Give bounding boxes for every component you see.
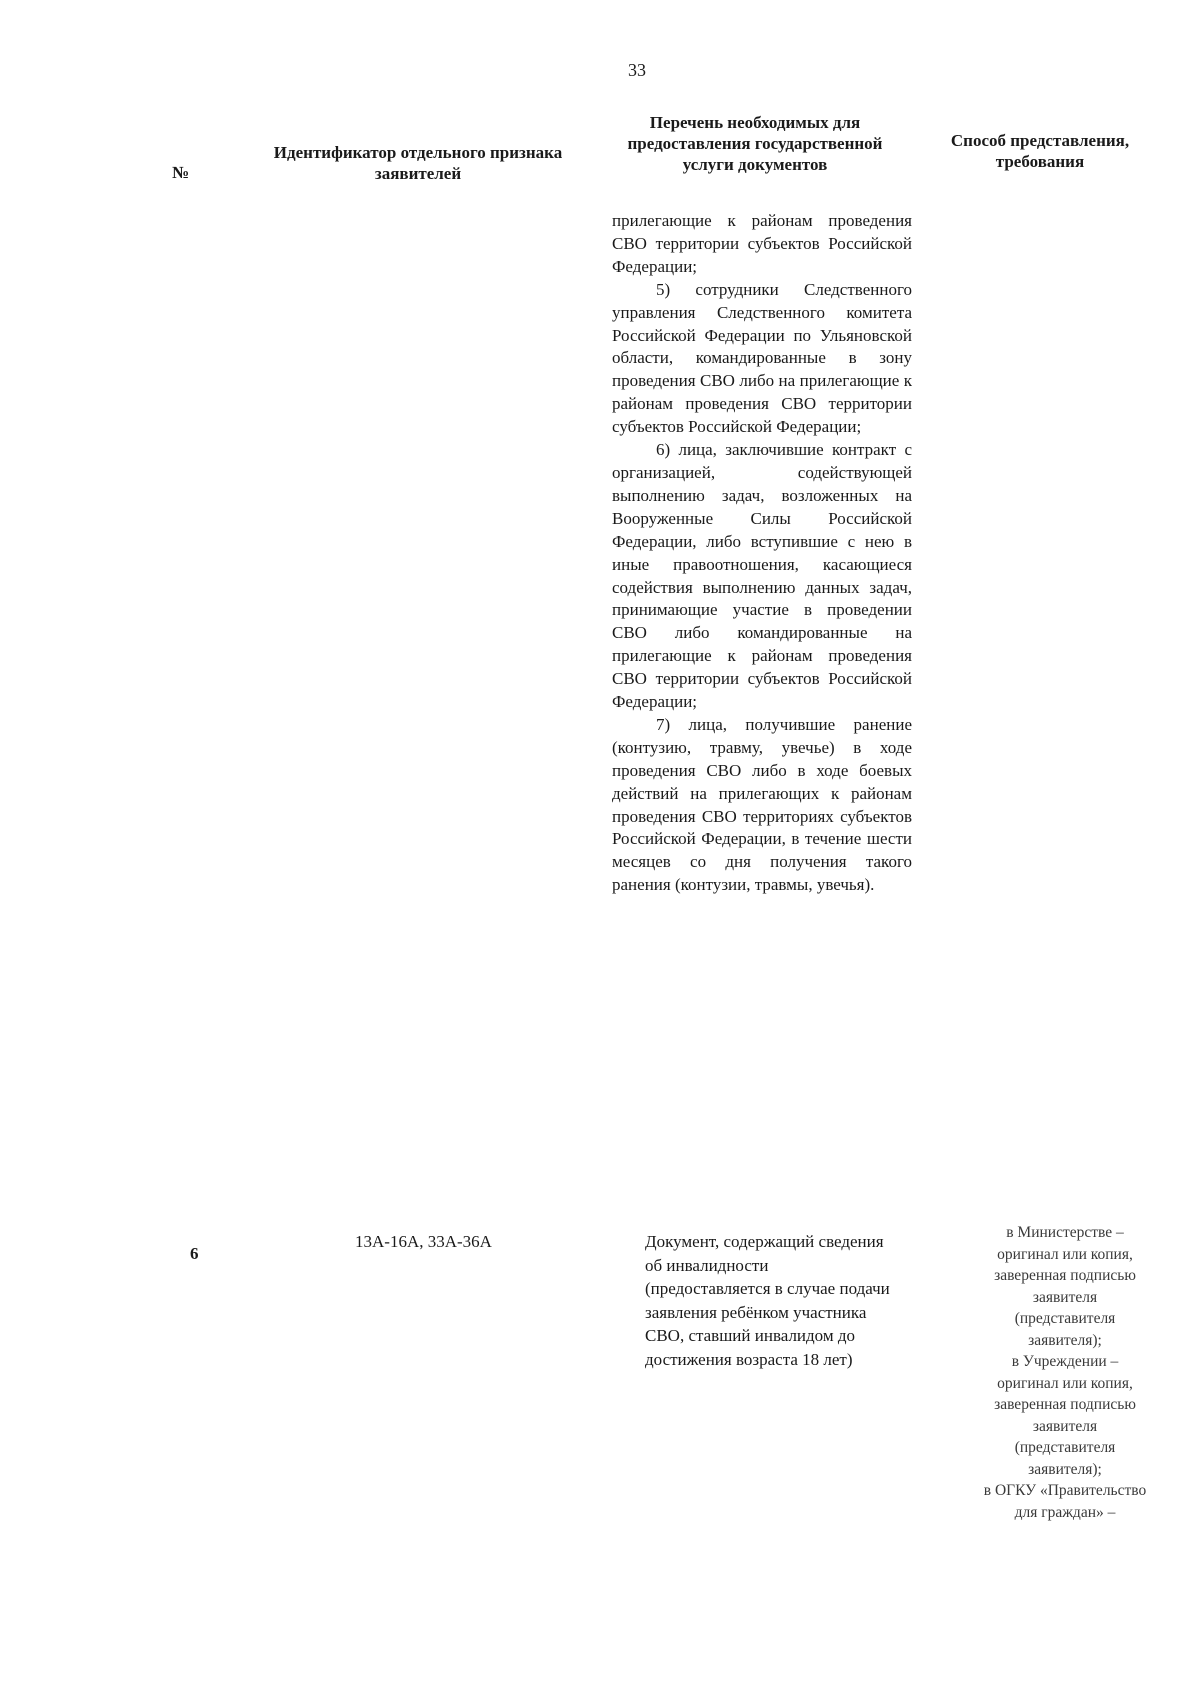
row-document: Документ, содержащий сведения об инвалидности (предоставляется в случае подачи заявления ребёнком участника СВО, ставший инвалидом до достижения возраста 18 лет): [645, 1232, 890, 1369]
documents-continuation: [612, 210, 912, 897]
row-method: [950, 1222, 1180, 1523]
page-number: 33: [628, 60, 646, 80]
header-documents: Перечень необходимых для предоставления государственной услуги документов: [627, 113, 883, 174]
method-line: заявителя);: [1028, 1331, 1102, 1349]
list-item: 6) лица, заключившие контракт с организацией, содействующей выполнению задач, возложенных на Вооруженные Силы Российской Федерации, либо вступившие с нею в иные правоотношения, касающиеся содействия выполнению данных задач, принимающие участие в проведении СВО либо командированные на прилегающие к районам проведения СВО территории субъектов Российской Федерации;: [612, 440, 912, 712]
list-item: прилегающие к районам проведения СВО территории субъектов Российской Федерации;: [612, 211, 912, 276]
row-identifier: 13А-16А, 33А-36А: [355, 1232, 492, 1251]
method-line: (представителя: [1014, 1310, 1116, 1327]
method-line: в Министерстве –: [1006, 1224, 1124, 1241]
method-line: для граждан» –: [1014, 1503, 1116, 1521]
method-line: оригинал или копия,: [997, 1245, 1133, 1263]
header-number: №: [172, 163, 190, 182]
method-line: в ОГКУ «Правительство: [983, 1482, 1147, 1499]
header-identifier: Идентификатор отдельного признака заявителей: [273, 143, 563, 183]
header-method: Способ представления, требования: [950, 131, 1130, 171]
method-line: заверенная подписью: [994, 1396, 1136, 1413]
method-line: заявителя);: [1028, 1460, 1102, 1478]
list-item: 7) лица, получившие ранение (контузию, травму, увечье) в ходе проведения СВО либо в ходе боевых действий на прилегающих к районам проведения СВО территориях субъектов Российской Федерации, в течение шести месяцев со дня получения такого ранения (контузии, травмы, увечья).: [612, 714, 912, 895]
method-line: оригинал или копия,: [997, 1374, 1133, 1392]
method-line: заявителя: [1032, 1417, 1098, 1435]
method-line: заверенная подписью: [994, 1267, 1136, 1284]
method-line: (представителя: [1014, 1439, 1116, 1456]
method-line: заявителя: [1032, 1288, 1098, 1306]
method-line: в Учреждении –: [1011, 1353, 1119, 1370]
row-number: 6: [190, 1244, 199, 1263]
list-item: 5) сотрудники Следственного управления Следственного комитета Российской Федерации по Ульяновской области, командированные в зону проведения СВО либо на прилегающие к районам проведения СВО территории субъектов Российской Федерации;: [612, 279, 912, 437]
